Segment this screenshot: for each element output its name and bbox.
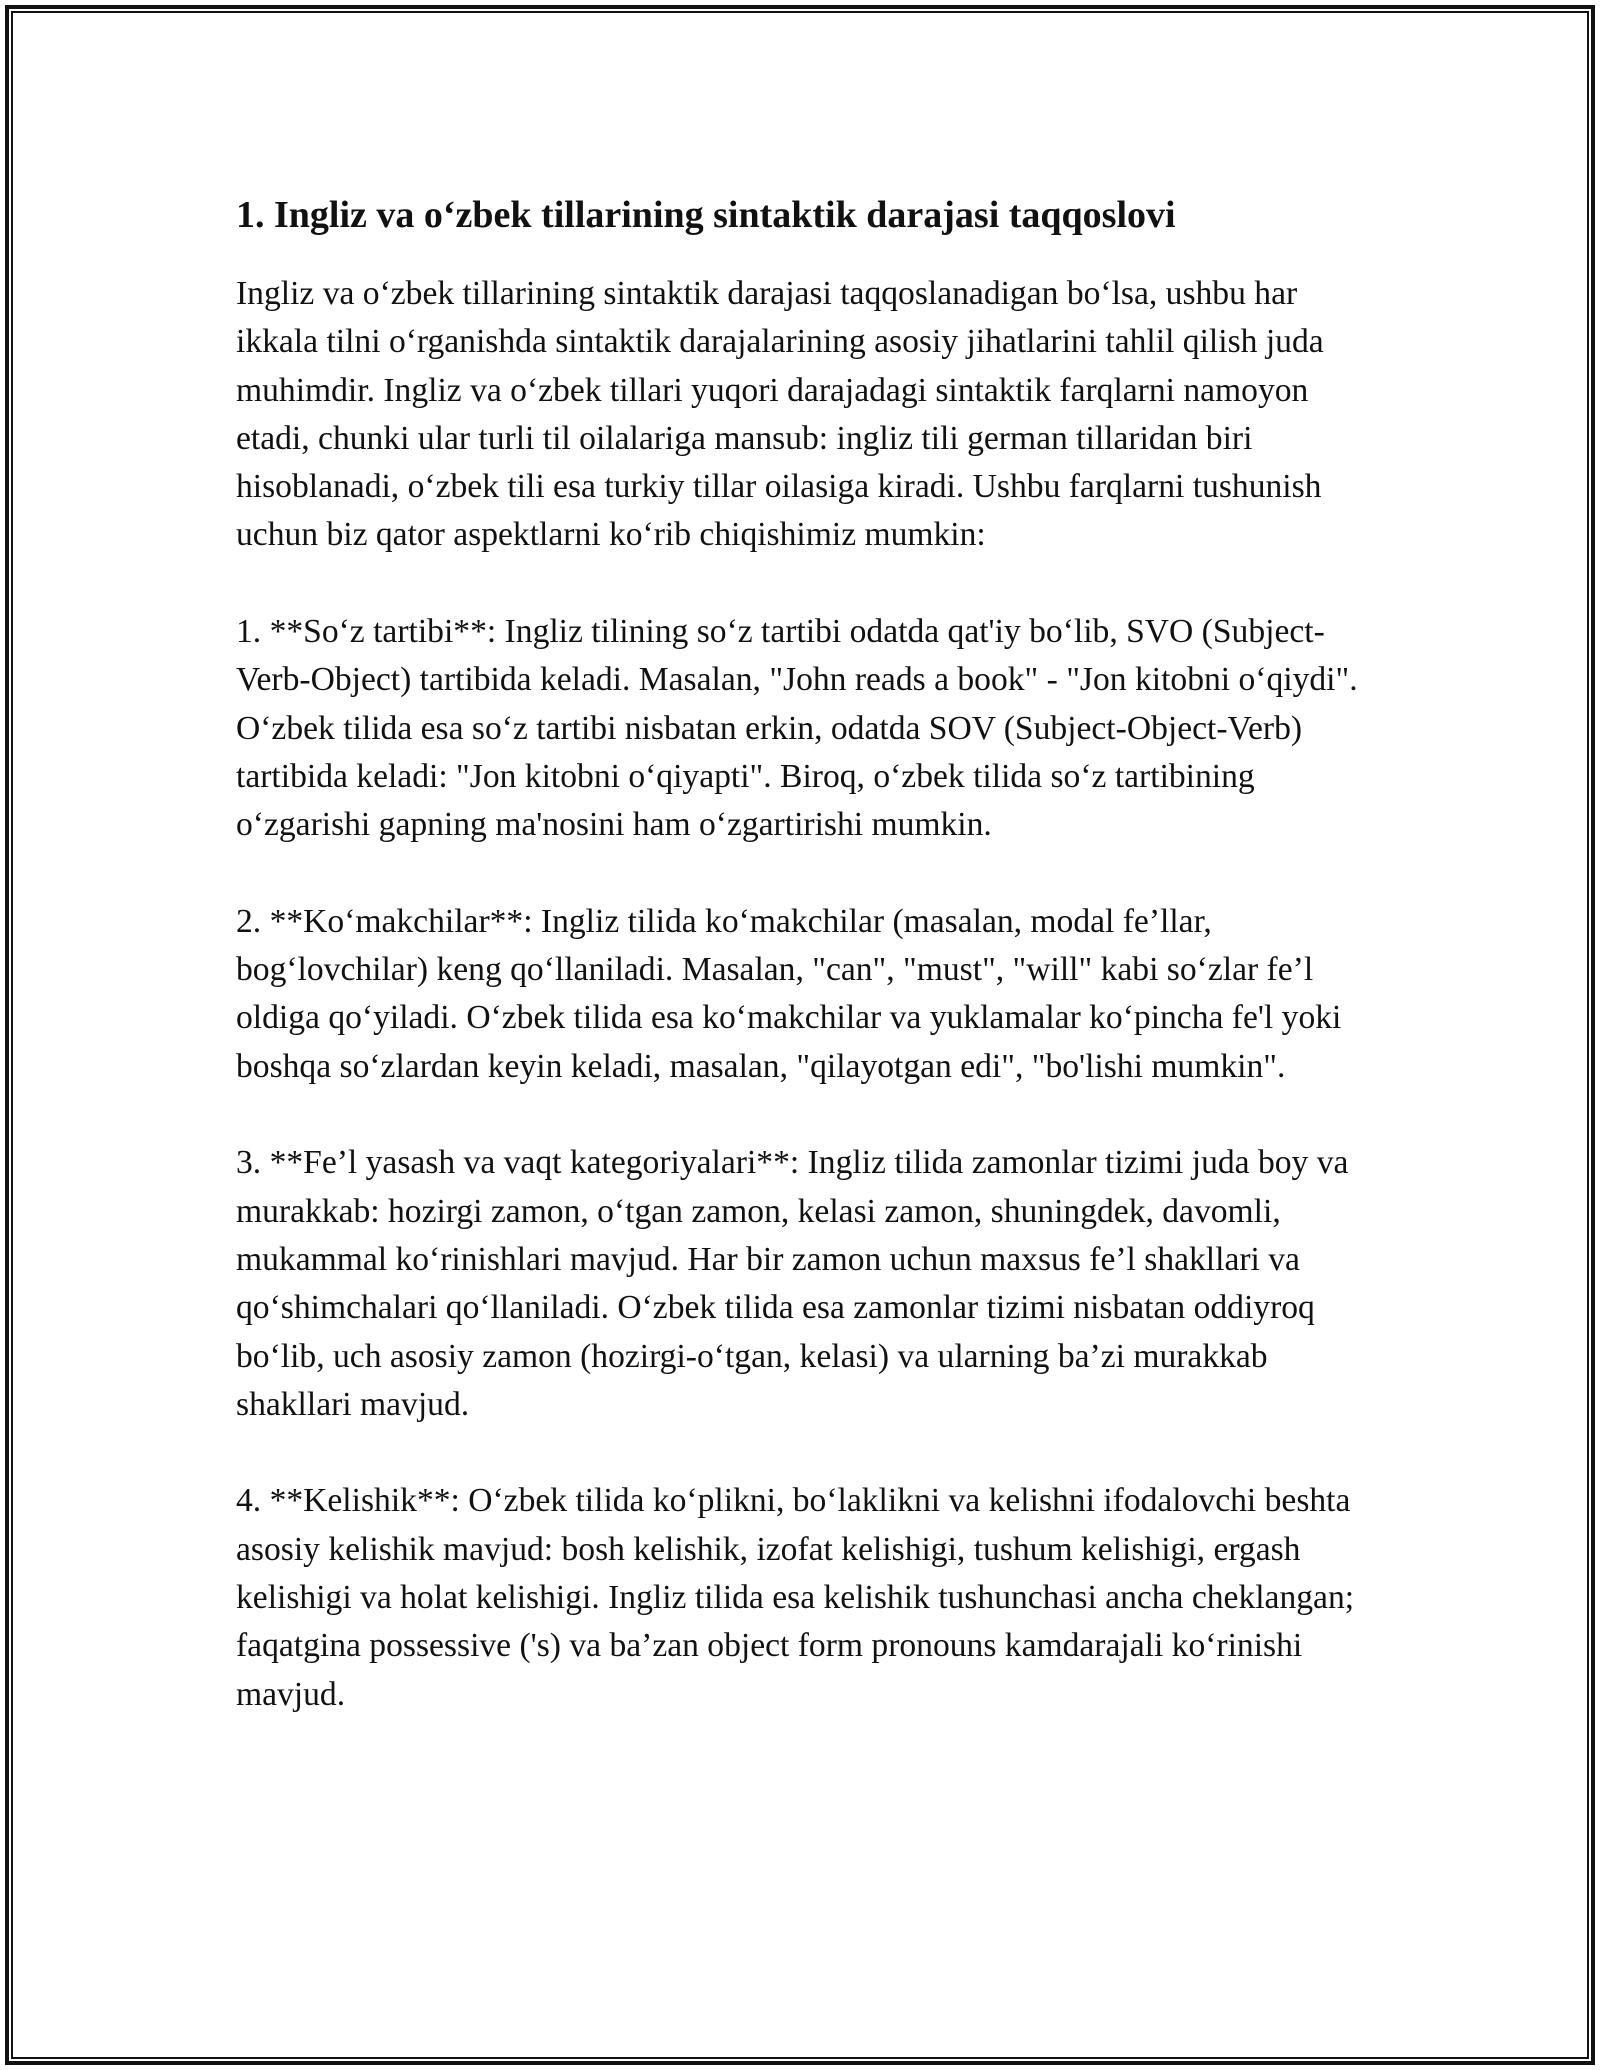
paragraph-auxiliaries: 2. **Ko‘makchilar**: Ingliz tilida ko‘makchilar (masalan, modal fe’llar, bog‘lovchilar) keng qo‘llaniladi. Masalan, "can", "must", "will" kabi so‘zlar fe’l oldiga qo‘yiladi. O‘zbek tilida esa ko‘makchilar va yuklamalar ko‘pincha fe'l yoki boshqa so‘zlardan keyin keladi, masalan, "qilayotgan edi", "bo'lishi mumkin". <box>236 902 1342 1085</box>
paragraph-word-order: 1. **So‘z tartibi**: Ingliz tilining so‘z tartibi odatda qat'iy bo‘lib, SVO (Subject-Verb-Object) tartibida keladi. Masalan, "John reads a book" - "Jon kitobni o‘qiydi". O‘zbek tilida esa so‘z tartibi nisbatan erkin, odatda SOV (Subject-Object-Verb) tartibida keladi: "Jon kitobni o‘qiyapti". Biroq, o‘zbek tilida so‘z tartibining o‘zgarishi gapning ma'nosini ham o‘zgartirishi mumkin. <box>236 613 1358 844</box>
paragraph-verb-tenses: 3. **Fe’l yasash va vaqt kategoriyalari**: Ingliz tilida zamonlar tizimi juda boy va murakkab: hozirgi zamon, o‘tgan zamon, kelasi zamon, shuningdek, davomli, mukammal ko‘rinishlari mavjud. Har bir zamon uchun maxsus fe’l shakllari va qo‘shimchalari qo‘llaniladi. O‘zbek tilida esa zamonlar tizimi nisbatan oddiyroq bo‘lib, uch asosiy zamon (hozirgi-o‘tgan, kelasi) va ularning ba’zi murakkab shakllari mavjud. <box>236 1144 1349 1423</box>
section-heading: 1. Ingliz va o‘zbek tillarining sintaktik darajasi taqqoslovi <box>236 194 1176 236</box>
document-body <box>236 186 1366 1719</box>
paragraph-intro: Ingliz va o‘zbek tillarining sintaktik darajasi taqqoslanadigan bo‘lsa, ushbu har ikkala tilni o‘rganishda sintaktik darajalarining asosiy jihatlarini tahlil qilish juda muhimdir. Ingliz va o‘zbek tillari yuqori darajadagi sintaktik farqlarni namoyon etadi, chunki ular turli til oilalariga mansub: ingliz tili german tillaridan biri hisoblanadi, o‘zbek tili esa turkiy tillar oilasiga kiradi. Ushbu farqlarni tushunish uchun biz qator aspektlarni ko‘rib chiqishimiz mumkin: <box>236 275 1324 554</box>
paragraph-case: 4. **Kelishik**: O‘zbek tilida ko‘plikni, bo‘laklikni va kelishni ifodalovchi beshta asosiy kelishik mavjud: bosh kelishik, izofat kelishigi, tushum kelishigi, ergash kelishigi va holat kelishigi. Ingliz tilida esa kelishik tushunchasi ancha cheklangan; faqatgina possessive ('s) va ba’zan object form pronouns kamdarajali ko‘rinishi mavjud. <box>236 1482 1355 1713</box>
